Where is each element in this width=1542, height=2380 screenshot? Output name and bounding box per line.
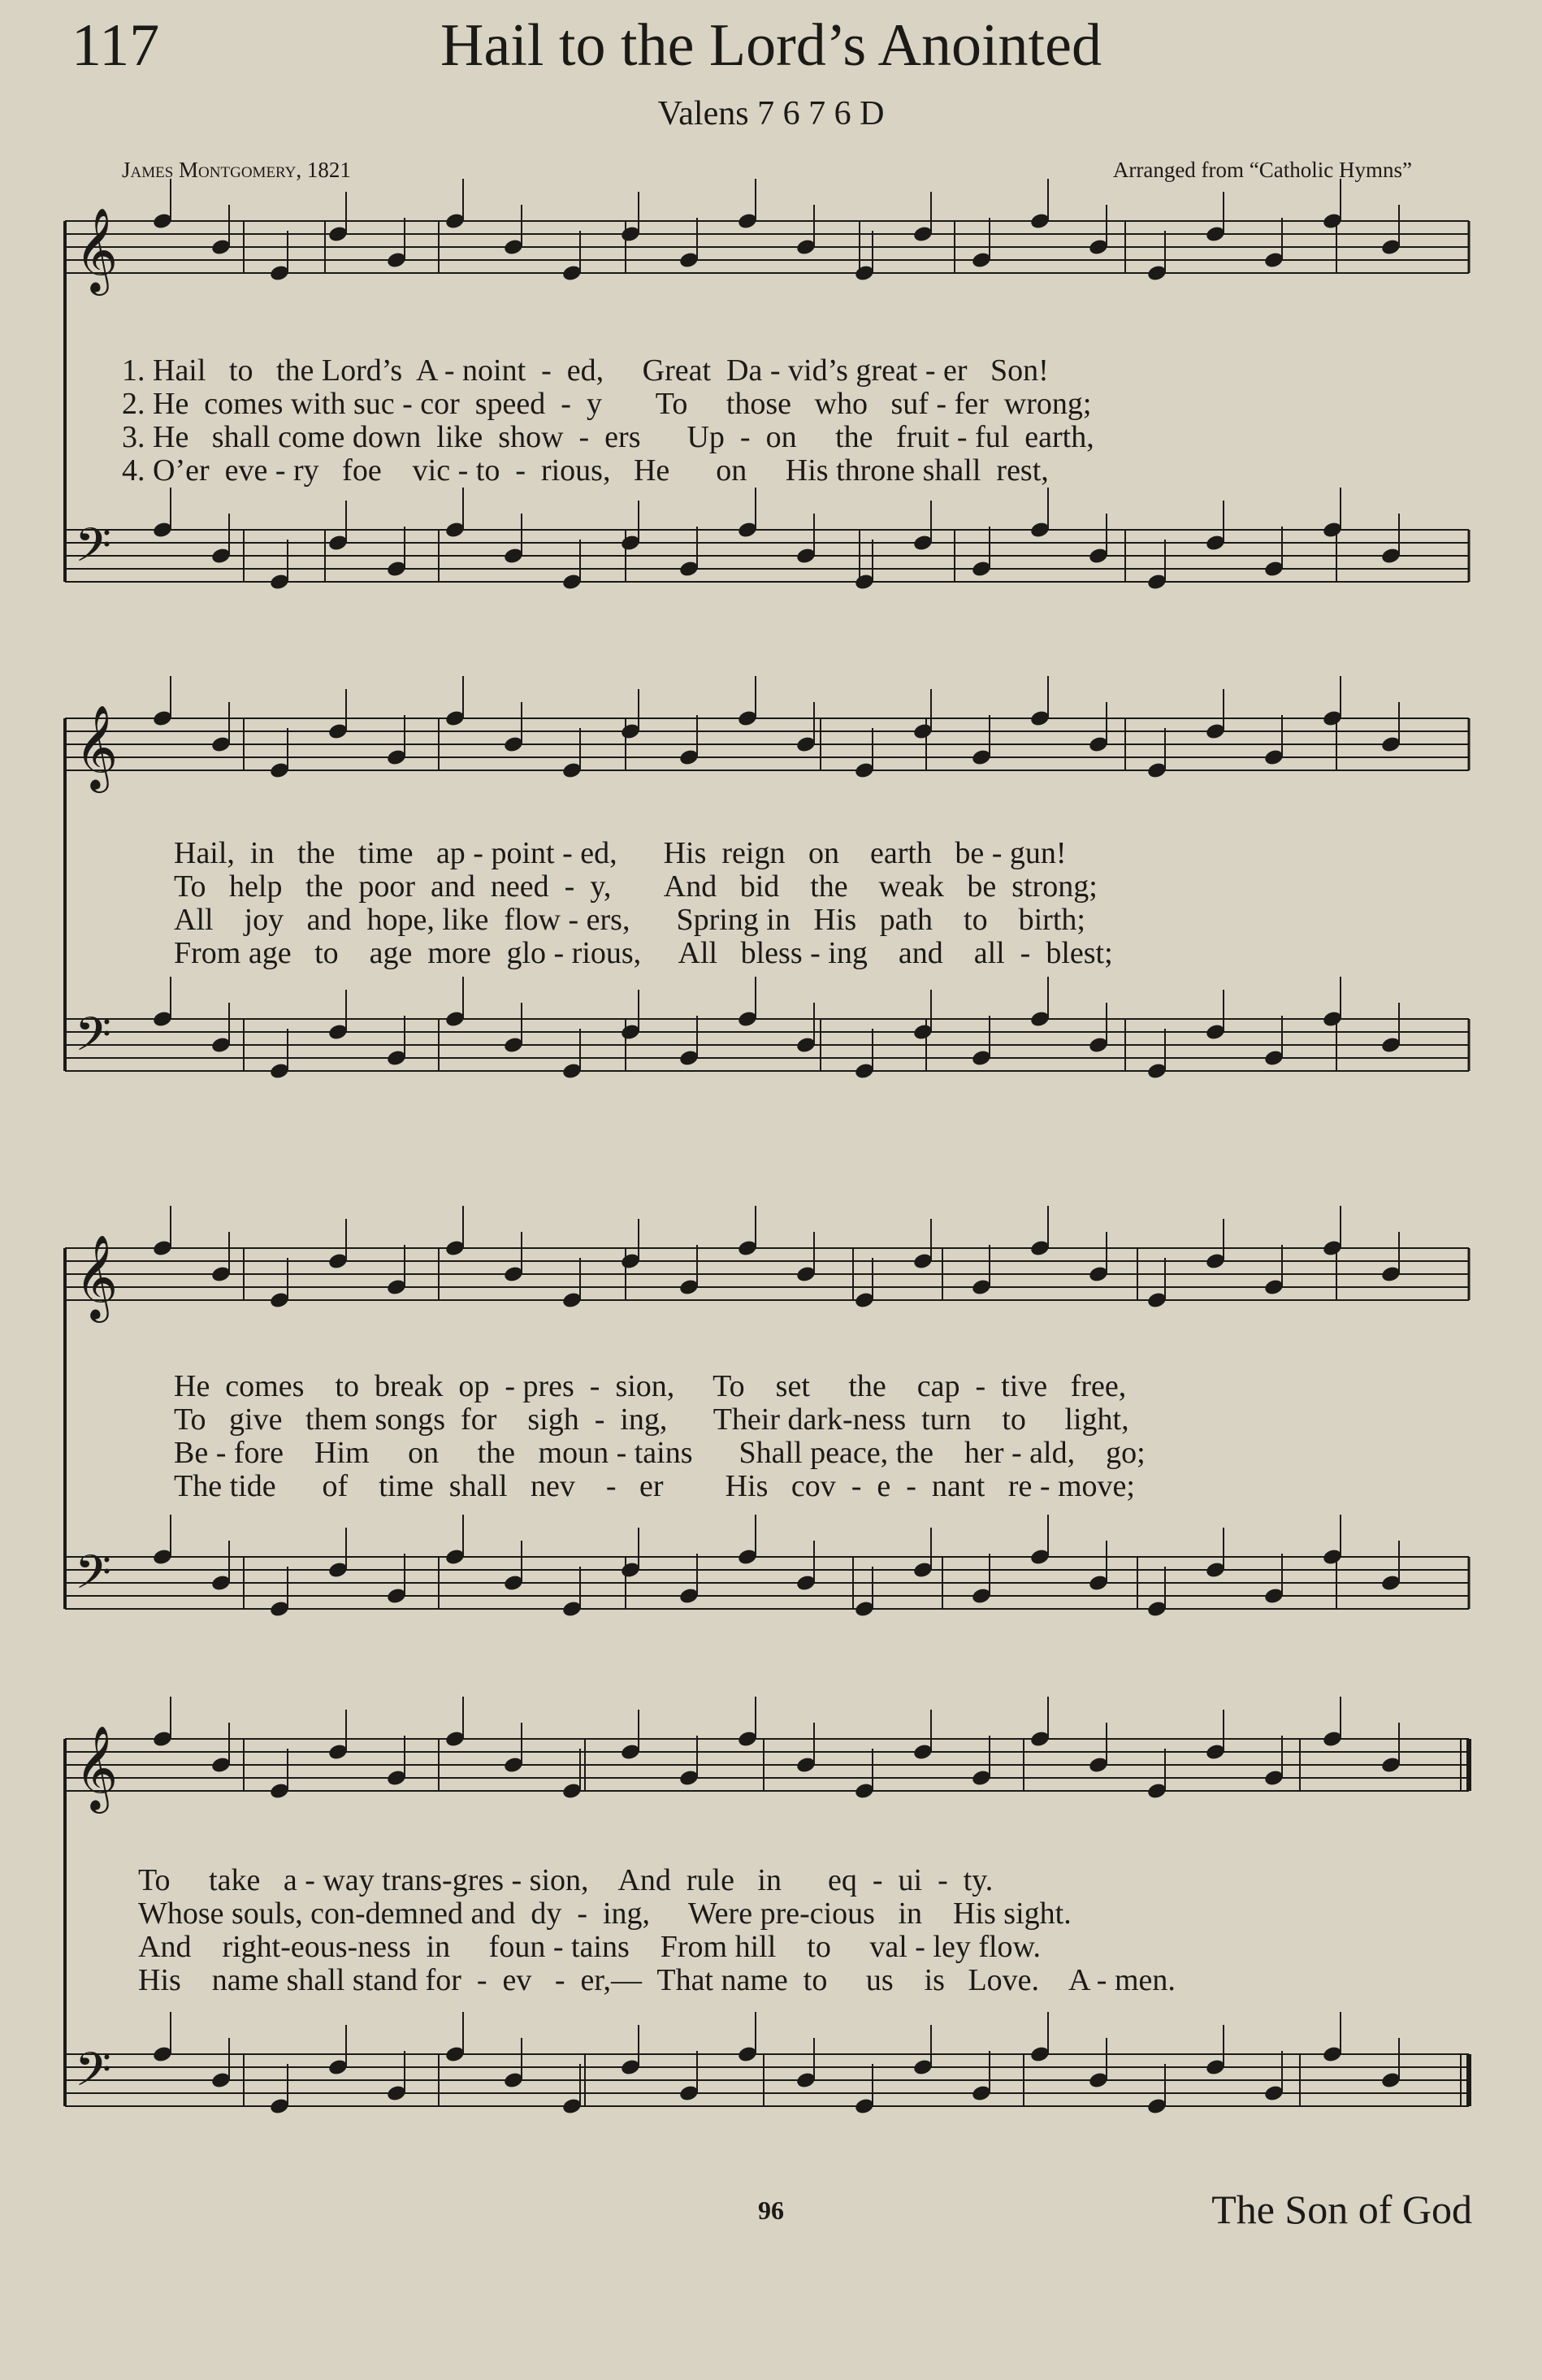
lyrics-system-4 — [138, 1864, 1471, 1997]
lyric-line: 3. He shall come down like show - ers Up - on the fruit - ful earth, — [122, 420, 1094, 454]
lyrics-system-1 — [122, 354, 1454, 488]
bass-clef-icon: 𝄢 — [75, 1545, 112, 1611]
lyric-line: Hail, in the time ap - point - ed, His reign on earth be - gun! — [174, 836, 1067, 870]
lyrics-system-2 — [174, 837, 1506, 970]
section-title: The Son of God — [1211, 2187, 1472, 2232]
lyric-line: He comes to break op - pres - sion, To set the cap - tive free, — [174, 1369, 1127, 1403]
treble-clef-icon: 𝄞 — [75, 207, 119, 293]
tune-name: Valens 7 6 7 6 D — [657, 95, 885, 132]
arranger-credit: Arranged from “Catholic Hymns” — [1112, 158, 1412, 182]
bass-clef-icon: 𝄢 — [75, 518, 112, 584]
author-credit: James Montgomery, 1821 — [122, 158, 351, 182]
lyric-line: Whose souls, con-demned and dy - ing, Were pre-cious in His sight. — [138, 1897, 1072, 1931]
bass-clef-icon: 𝄢 — [75, 1007, 112, 1073]
lyric-line: To help the poor and need - y, And bid the weak be strong; — [174, 869, 1098, 904]
lyric-line: 2. He comes with suc - cor speed - y To those who suf - fer wrong; — [122, 387, 1092, 421]
treble-clef-icon: 𝄞 — [75, 1725, 119, 1810]
bass-clef-icon: 𝄢 — [75, 2042, 112, 2109]
treble-clef-icon: 𝄞 — [75, 704, 119, 790]
lyric-line: 4. O’er eve - ry foe vic - to - rious, He on His throne shall rest, — [122, 453, 1049, 488]
lyric-line: All joy and hope, like flow - ers, Spring in His path to birth; — [174, 903, 1085, 937]
lyric-line: And right-eous-ness in foun - tains From hill to val - ley flow. — [138, 1930, 1042, 1964]
lyrics-system-3 — [174, 1370, 1506, 1503]
lyric-line: To give them songs for sigh - ing, Their dark-ness turn to light, — [174, 1402, 1129, 1437]
hymn-number: 117 — [71, 12, 160, 79]
lyric-line: Be - fore Him on the moun - tains Shall peace, the her - ald, go; — [174, 1436, 1146, 1470]
lyric-line: The tide of time shall nev - er His cov - e - nant re - move; — [174, 1469, 1135, 1503]
lyric-line: 1. Hail to the Lord’s A - noint - ed, Great Da - vid’s great - er Son! — [122, 353, 1049, 388]
lyric-line: From age to age more glo - rious, All bless - ing and all - blest; — [174, 936, 1113, 970]
page-number: 96 — [758, 2196, 784, 2225]
treble-clef-icon: 𝄞 — [75, 1234, 119, 1320]
lyric-line: His name shall stand for - ev - er,— That name to us is Love. A - men. — [138, 1963, 1176, 1997]
lyric-line: To take a - way trans-gres - sion, And rule in eq - ui - ty. — [138, 1863, 994, 1897]
hymn-title: Hail to the Lord’s Anointed — [440, 12, 1102, 79]
